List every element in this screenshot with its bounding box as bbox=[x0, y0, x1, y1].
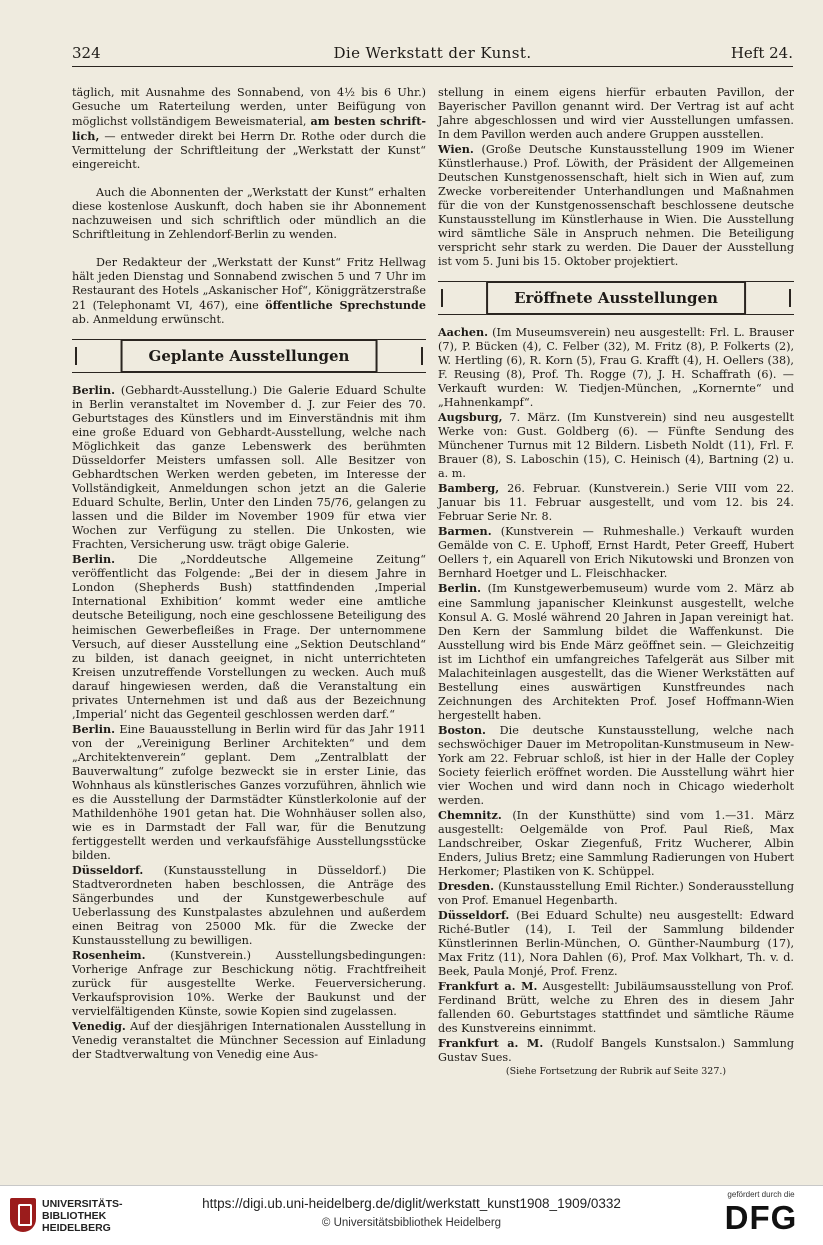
entry bbox=[438, 723, 794, 808]
entry-place: Düsseldorf. bbox=[72, 862, 144, 877]
entry-text: Eine Bauausstellung in Berlin wird für das Jahr 1911 von der „Vereinigung Berliner Architekten“ und dem „Architektenverein“ geplant. Dem „Zentralblatt der Bauverwaltung“ zufolge bezweckt sie in erster Linie, das Wohnhaus als künstlerisches Ganzes vorzuführen, ähnlich wie es die Ausstellung der Darmstädter Künstlerkolonie auf der Mathildenhöhe 1901 getan hat. Die Wohnhäuser sollen also, wie es in Darmstadt der Fall war, für die Benutzung fertiggestellt werden und verkaufsfähige Ausstellungsstücke bilden. bbox=[72, 722, 427, 862]
entry-text: (Kunstausstellung in Düsseldorf.) Die Stadtverordneten haben beschlossen, die Anträge des Sängerbundes und der Kunstgewerbeschule auf Ueberlassung des Kunstpalastes abzulehnen und außerdem einen Beitrag von 25000 Mk. für die Zwecke der Kunstausstellung zu bewilligen. bbox=[72, 863, 426, 947]
entry-text: 26. Februar. (Kunstverein.) Serie VIII vom 22. Januar bis 11. Februar ausgestellt, und vom 12. bis 24. Februar Serie Nr. 8. bbox=[438, 482, 795, 524]
library-name-line: UNIVERSITÄTS- bbox=[42, 1198, 123, 1210]
entry bbox=[438, 879, 794, 908]
entry-place: Venedig. bbox=[72, 1018, 126, 1033]
entry-text: (Bei Eduard Schulte) neu ausgestellt: Edward Riché-Butler (14), I. Teil der Sammlung bildender Künstlerinnen Berlin-München, O. Günther-Naumburg (17), Max Fritz (11), Nora Dahlen (6), Prof. Max Volkhart, Th. v. d. Beek, Paula Monjé, Prof. Frenz. bbox=[438, 908, 794, 978]
entry-place: Frankfurt a. M. bbox=[438, 978, 538, 993]
entry bbox=[72, 1019, 426, 1062]
entry bbox=[438, 142, 794, 269]
entry-place: Chemnitz. bbox=[438, 807, 502, 822]
entry bbox=[438, 908, 794, 979]
entry-place: Augsburg, bbox=[438, 410, 503, 425]
editor-paragraph bbox=[72, 256, 426, 327]
entry-place: Berlin. bbox=[438, 581, 481, 596]
entry bbox=[438, 581, 794, 722]
journal-title: Die Werkstatt der Kunst. bbox=[333, 44, 532, 62]
entry-text: (Kunstverein.) Ausstellungsbedingungen: Vorherige Anfrage zur Beschickung nötig. Frachtfreiheit zurück für ausgestellte Werke. Feuerversicherung. Verkaufsprovision 10%. Werke der Baukunst und der vervielfältigenden Künste, sowie Kopien sind zugelassen. bbox=[72, 948, 426, 1018]
entry bbox=[438, 808, 794, 879]
section-title: Eröffnete Ausstellungen bbox=[486, 281, 746, 315]
library-name bbox=[42, 1198, 123, 1234]
permalink[interactable]: https://digi.ub.uni-heidelberg.de/diglit/werkstatt_kunst1908_1909/0332 bbox=[202, 1196, 621, 1211]
library-seal-icon bbox=[10, 1198, 36, 1232]
entry-place: Rosenheim. bbox=[72, 947, 146, 962]
library-name-line: HEIDELBERG bbox=[42, 1222, 111, 1234]
entry bbox=[438, 410, 794, 481]
entry-text: Die deutsche Kunstausstellung, welche nach sechswöchiger Dauer im Metropolitan-Kunstmuseum in New-York am 22. Februar schloß, ist hier in der Halle der Copley Society feierlich eröffnet worden. Die Ausstellung währt hier vier Wochen und wird dann noch in Chicago wiederholt werden. bbox=[438, 723, 794, 807]
entry-text: (Rudolf Bangels Kunstsalon.) Sammlung Gustav Sues. bbox=[438, 1036, 794, 1064]
entry bbox=[72, 383, 426, 552]
entry bbox=[72, 552, 426, 721]
entry bbox=[72, 722, 426, 863]
intro-text: täglich, mit Ausnahme des Sonnabend, von 4½ bis 6 Uhr.) Gesuche um Raterteilung werden, unter Beifügung von möglichst vollständigem Beweismaterial, bbox=[72, 86, 426, 129]
section-heading-opened bbox=[438, 281, 794, 315]
entry bbox=[72, 863, 426, 948]
entry-text: 7. März. (Im Kunstverein) sind neu ausgestellt Werke von: Gust. Goldberg (6). — Fünfte Sendung des Münchener Turnus mit 12 Bildern. Lisbeth Noldt (11), Frl. F. Brauer (8), S. Laboschin (15), C. Heinisch (4), Bartning (2) u. a. m. bbox=[438, 411, 794, 481]
library-logo[interactable] bbox=[10, 1196, 130, 1238]
entry-place: Berlin. bbox=[72, 383, 115, 398]
entry-text: (Gebhardt-Ausstellung.) Die Galerie Eduard Schulte in Berlin veranstaltet im November d. J. zur Feier des 70. Geburtstages des Künstlers und im Einverständnis mit ihm eine große Eduard von Gebhardt-Ausstellung, welche nach Möglichkeit das ganze Lebenswerk des berühmten Düsseldorfer Meisters umfassen soll. Alle Besitzer von Gebhardtschen Werken werden gebeten, im Interesse der Vollständigkeit, Anmeldungen schon jetzt an die Galerie Eduard Schulte, Berlin, Unter den Linden 75/76, gelangen zu lassen und die Bilder im November 1909 für etwa vier Wochen zur Verfügung zu stellen. Die Unkosten, wie Frachten, Versicherung usw. trägt obige Galerie. bbox=[72, 384, 426, 552]
dfg-wordmark: DFG bbox=[724, 1199, 798, 1236]
entry-text: (Im Museumsverein) neu ausgestellt: Frl. L. Brauser (7), P. Bücken (4), C. Felber (32), M. Fritz (8), P. Folkerts (2), W. Hertling (6), R. Korn (5), Frau G. Krafft (4), H. Oellers (38), F. Reusing (8), Prof. Th. Rogge (7), J. H. Schaffrath (6). — Verkauft wurden: W. Tiedjen-München, „Kornernte“ und „Hahnenkampf“. bbox=[438, 326, 794, 410]
funded-by-label: gefördert durch die bbox=[727, 1190, 795, 1199]
entry-place: Dresden. bbox=[438, 878, 494, 893]
copyright-notice: © Universitätsbibliothek Heidelberg bbox=[321, 1217, 502, 1229]
right-column bbox=[438, 86, 794, 1079]
page-number: 324 bbox=[72, 44, 101, 62]
running-header bbox=[72, 44, 793, 64]
entry bbox=[438, 481, 794, 524]
entry bbox=[438, 325, 794, 410]
office-hours-emphasis: öffentliche Sprechstunde bbox=[265, 298, 426, 313]
entry-place: Frankfurt a. M. bbox=[438, 1035, 544, 1050]
editor-text: ab. Anmeldung erwünscht. bbox=[72, 313, 225, 327]
entry bbox=[438, 1036, 794, 1065]
entry-text: (Kunstausstellung Emil Richter.) Sonderausstellung von Prof. Emanuel Hegenbarth. bbox=[438, 879, 794, 907]
entry-text: Die „Norddeutsche Allgemeine Zeitung“ veröffentlicht das Folgende: „Bei der in diesem Jahre in London (Shepherds Bush) stattfindenden ‚Imperial International Exhibition‘ kommt weder eine amtliche deutsche Beteiligung, noch eine geschlossene Beteiligung des heimischen Gewerbefleißes in Frage. Der unternommene Versuch, auf dieser Ausstellung eine „Sektion Deutschland“ zu bilden, ist danach geeignet, in nicht unterrichteten Kreisen unzutreffende Vorstellungen zu wecken. Auch muß darauf hingewiesen werden, daß die Veranstaltung ein privates Unternehmen ist und daß aus der Bezeichnung ‚Imperial‘ nicht das Gegenteil geschlossen werden darf.“ bbox=[72, 553, 426, 721]
entry bbox=[438, 524, 794, 581]
entry-place: Wien. bbox=[438, 142, 474, 157]
entry-place: Aachen. bbox=[438, 325, 489, 340]
header-rule bbox=[72, 66, 793, 67]
section-title: Geplante Ausstellungen bbox=[121, 339, 378, 373]
entry-text: (Große Deutsche Kunstausstellung 1909 im Wiener Künstlerhause.) Prof. Löwith, der Präsident der Allgemeinen Deutschen Kunstgenossenschaft, hielt sich in Wien auf, zum Zwecke vorbereitender Unterhandlungen und Maßnahmen für die von der Kunstgenossenschaft beschlossene deutsche Kunstausstellung im Künstlerhause in Wien. Die Ausstellung wird sämtliche Säle in Anspruch nehmen. Die Beteiligung verspricht sehr stark zu werden. Die Dauer der Ausstellung ist vom 5. Juni bis 15. Oktober projektiert. bbox=[438, 143, 794, 269]
editor-text: Der Redakteur der „Werkstatt der Kunst“ Fritz Hellwag hält jeden Dienstag und Sonnabend zwischen 5 und 7 Uhr im Restaurant des Hotels „Askanischer Hof“, Königgrätzerstraße 21 (Telephonamt VI, 467), eine bbox=[72, 256, 426, 313]
entry-text: (Im Kunstgewerbemuseum) wurde vom 2. März ab eine Sammlung japanischer Kleinkunst ausgestellt, welche Konsul A. G. Moslé während 20 Jahren in Japan vereinigt hat. Den Kern der Sammlung bildet die Waffenkunst. Die Ausstellung wird bis Ende März geöffnet sein. — Gleichzeitig ist im Lichthof ein umfangreiches Tafelgerät aus Silber mit Malachiteinlagen ausgestellt, das die Wiener Werkstätten auf Bestellung eines auswärtigen Kunstfreundes nach Zeichnungen des Architekten Prof. Josef Hoffmann-Wien hergestellt haben. bbox=[438, 582, 794, 722]
entry-place: Bamberg, bbox=[438, 481, 500, 496]
entry bbox=[72, 948, 426, 1019]
viewer-footer bbox=[0, 1185, 823, 1245]
library-name-line: BIBLIOTHEK bbox=[42, 1210, 107, 1222]
continuation-paragraph: stellung in einem eigens hierfür erbauten Pavillon, der Bayerischer Pavillon genannt wird. Der Vertrag ist auf acht Jahre abgeschlossen und wird vier Ausstellungen umfassen. In dem Pavillon werden auch andere Gruppen ausstellen. bbox=[438, 86, 794, 142]
entry-text: (Kunstverein — Ruhmeshalle.) Verkauft wurden Gemälde von C. E. Uphoff, Ernst Hardt, Peter Greeff, Hubert Oellers †, ein Aquarell von Erich Nikutowski und Bronzen von Bernhard Hoetger und L. Fleischhacker. bbox=[438, 525, 794, 581]
entry-place: Berlin. bbox=[72, 721, 115, 736]
intro-text: — entweder direkt bei Herrn Dr. Rothe oder durch die Vermittelung der Schriftleitung der „Werkstatt der Kunst“ eingereicht. bbox=[72, 130, 426, 172]
entry-place: Düsseldorf. bbox=[438, 907, 510, 922]
intro-emphasis: am besten schrift-lich, bbox=[72, 114, 427, 144]
entry-place: Berlin. bbox=[72, 552, 115, 567]
intro-paragraph bbox=[72, 86, 426, 172]
entry-place: Barmen. bbox=[438, 524, 492, 539]
dfg-logo[interactable] bbox=[711, 1190, 811, 1242]
entry bbox=[438, 979, 794, 1036]
entry-text: (In der Kunsthütte) sind vom 1.—31. März ausgestellt: Oelgemälde von Prof. Paul Rieß, Max Landschreiber, Oskar Ziegenfuß, Fritz Wucherer, Albin Enders, Julius Bretz; eine Sammlung Radierungen von Hubert Herkomer; Plastiken von K. Schüppel. bbox=[438, 808, 794, 878]
issue-label: Heft 24. bbox=[730, 44, 793, 62]
continuation-note: (Siehe Fortsetzung der Rubrik auf Seite 327.) bbox=[505, 1066, 727, 1078]
left-column bbox=[72, 86, 426, 1062]
subscriber-paragraph: Auch die Abonnenten der „Werkstatt der Kunst“ erhalten diese kostenlose Auskunft, doch haben sie ihr Abonnement nachzuweisen und sich schriftlich oder mündlich an die Schriftleitung in Zehlendorf-Berlin zu wenden. bbox=[72, 186, 426, 242]
entry-text: Ausgestellt: Jubiläumsausstellung von Prof. Ferdinand Brütt, welche zu Ehren des in diesem Jahr fallenden 60. Geburtstages stattfindet und sämtliche Räume des Kunstvereins einnimmt. bbox=[438, 979, 794, 1035]
entry-text: Auf der diesjährigen Internationalen Ausstellung in Venedig veranstaltet die Münchner Secession auf Einladung der Stadtverwaltung von Venedig eine Aus- bbox=[72, 1019, 426, 1061]
section-heading-planned bbox=[72, 339, 426, 373]
entry-place: Boston. bbox=[438, 722, 486, 737]
